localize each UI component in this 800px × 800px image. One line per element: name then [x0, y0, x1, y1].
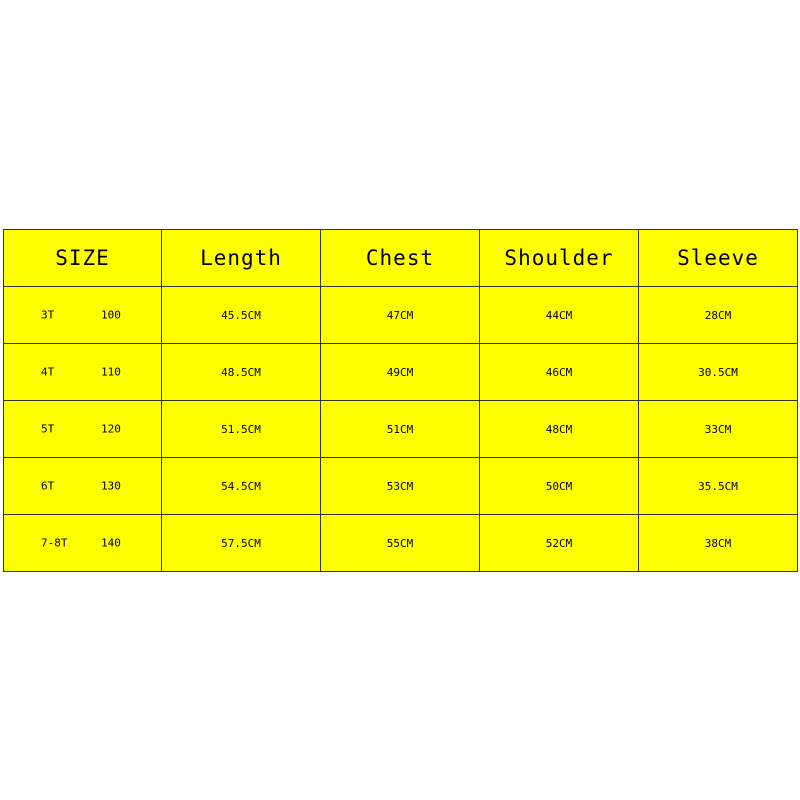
chest-cell: 47CM — [321, 287, 480, 344]
sleeve-cell: 38CM — [639, 515, 798, 572]
shoulder-cell: 46CM — [480, 344, 639, 401]
length-cell: 54.5CM — [162, 458, 321, 515]
length-cell: 48.5CM — [162, 344, 321, 401]
size-code: 4T — [41, 365, 55, 379]
header-size: SIZE — [4, 230, 162, 287]
length-cell: 51.5CM — [162, 401, 321, 458]
size-height: 130 — [101, 479, 121, 493]
shoulder-cell: 52CM — [480, 515, 639, 572]
header-sleeve: Sleeve — [639, 230, 798, 287]
header-row — [4, 230, 798, 287]
sleeve-cell: 30.5CM — [639, 344, 798, 401]
size-cell — [4, 287, 162, 344]
size-height: 110 — [101, 365, 121, 379]
size-code: 3T — [41, 308, 55, 322]
table-row — [4, 458, 798, 515]
size-code: 7-8T — [41, 536, 68, 550]
chest-cell: 51CM — [321, 401, 480, 458]
table-row — [4, 401, 798, 458]
chest-cell: 55CM — [321, 515, 480, 572]
size-cell — [4, 515, 162, 572]
shoulder-cell: 50CM — [480, 458, 639, 515]
size-cell — [4, 401, 162, 458]
sleeve-cell: 28CM — [639, 287, 798, 344]
size-code: 6T — [41, 479, 55, 493]
shoulder-cell: 48CM — [480, 401, 639, 458]
header-shoulder: Shoulder — [480, 230, 639, 287]
sleeve-cell: 35.5CM — [639, 458, 798, 515]
table-row — [4, 287, 798, 344]
chest-cell: 53CM — [321, 458, 480, 515]
size-height: 100 — [101, 308, 121, 322]
length-cell: 57.5CM — [162, 515, 321, 572]
chest-cell: 49CM — [321, 344, 480, 401]
size-cell — [4, 344, 162, 401]
size-cell — [4, 458, 162, 515]
size-code: 5T — [41, 422, 55, 436]
header-chest: Chest — [321, 230, 480, 287]
shoulder-cell: 44CM — [480, 287, 639, 344]
table-row — [4, 344, 798, 401]
table-row — [4, 515, 798, 572]
size-height: 140 — [101, 536, 121, 550]
length-cell: 45.5CM — [162, 287, 321, 344]
header-length: Length — [162, 230, 321, 287]
size-height: 120 — [101, 422, 121, 436]
size-chart-table — [3, 229, 798, 572]
sleeve-cell: 33CM — [639, 401, 798, 458]
